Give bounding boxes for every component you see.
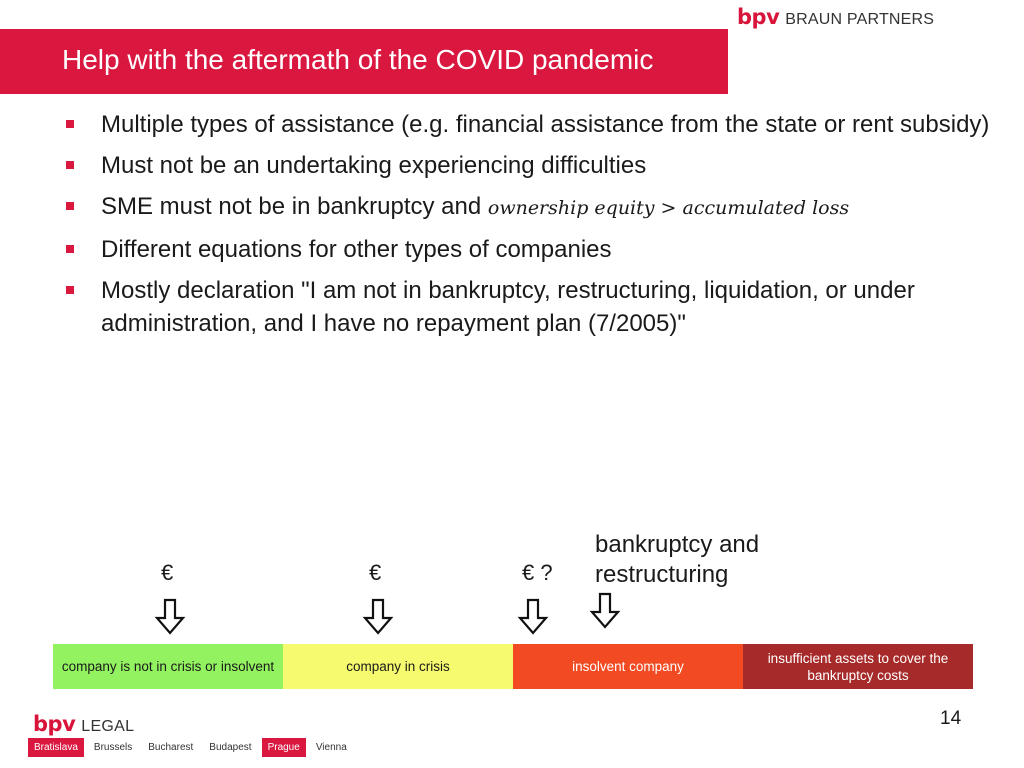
footer-logo (33, 712, 134, 736)
bullet-marker-icon (66, 202, 74, 210)
euro-label: € (161, 560, 174, 585)
bullet-marker-icon (66, 161, 74, 169)
brand-logo-mark: bpv (737, 5, 780, 29)
city-brussels: Brussels (93, 742, 133, 753)
equity-formula: ownership equity > accumulated loss (487, 197, 850, 219)
bullet-text: Different equations for other types of companies (101, 236, 612, 263)
city-bucharest: Bucharest (148, 742, 194, 753)
bullet-text: Multiple types of assistance (e.g. financial assistance from the state or rent subsidy) (101, 111, 990, 138)
bullet-item (62, 108, 1012, 141)
city-budapest: Budapest (209, 742, 252, 753)
brand-logo-text: BRAUN PARTNERS (785, 11, 935, 28)
scale-segment-healthy: company is not in crisis or insolvent (53, 644, 283, 689)
scale-segment-crisis: company in crisis (283, 644, 513, 689)
page-number: 14 (940, 708, 962, 729)
bullet-text: SME must not be in bankruptcy and (101, 193, 488, 220)
bankruptcy-label-line: bankruptcy and (595, 531, 760, 558)
bullet-marker-icon (66, 120, 74, 128)
down-arrow-icon (154, 598, 186, 636)
bullet-item (62, 149, 1012, 182)
city-bratislava: Bratislava (28, 738, 84, 757)
footer-logo-text: LEGAL (81, 718, 135, 735)
bullet-marker-icon (66, 286, 74, 294)
bullet-item (62, 274, 1012, 340)
financial-status-scale (53, 644, 973, 689)
bullet-text: Must not be an undertaking experiencing difficulties (101, 152, 647, 179)
bullet-marker-icon (66, 245, 74, 253)
city-prague: Prague (262, 738, 306, 757)
bullet-text: Mostly declaration "I am not in bankruptcy, restructuring, liquidation, or under administration, and I have no repayment plan (7/2005)" (101, 277, 915, 337)
page-title: Help with the aftermath of the COVID pandemic (62, 44, 654, 75)
city-vienna: Vienna (315, 742, 347, 753)
footer-logo-mark: bpv (33, 712, 76, 736)
down-arrow-icon (517, 598, 549, 636)
down-arrow-icon (362, 598, 394, 636)
bullet-item (62, 190, 1012, 225)
office-cities (28, 738, 357, 757)
down-arrow-icon (589, 592, 621, 630)
euro-question-label: € ? (522, 560, 553, 585)
bankruptcy-label-line: restructuring (595, 561, 729, 588)
scale-segment-insolvent: insolvent company (513, 644, 743, 689)
bullet-list (62, 108, 1012, 348)
title-bar (0, 29, 728, 94)
bankruptcy-label (595, 530, 759, 590)
brand-logo (737, 5, 934, 29)
euro-label: € (369, 560, 382, 585)
bullet-item (62, 233, 1012, 266)
scale-segment-insufficient-assets: insufficient assets to cover the bankruptcy costs (743, 644, 973, 689)
